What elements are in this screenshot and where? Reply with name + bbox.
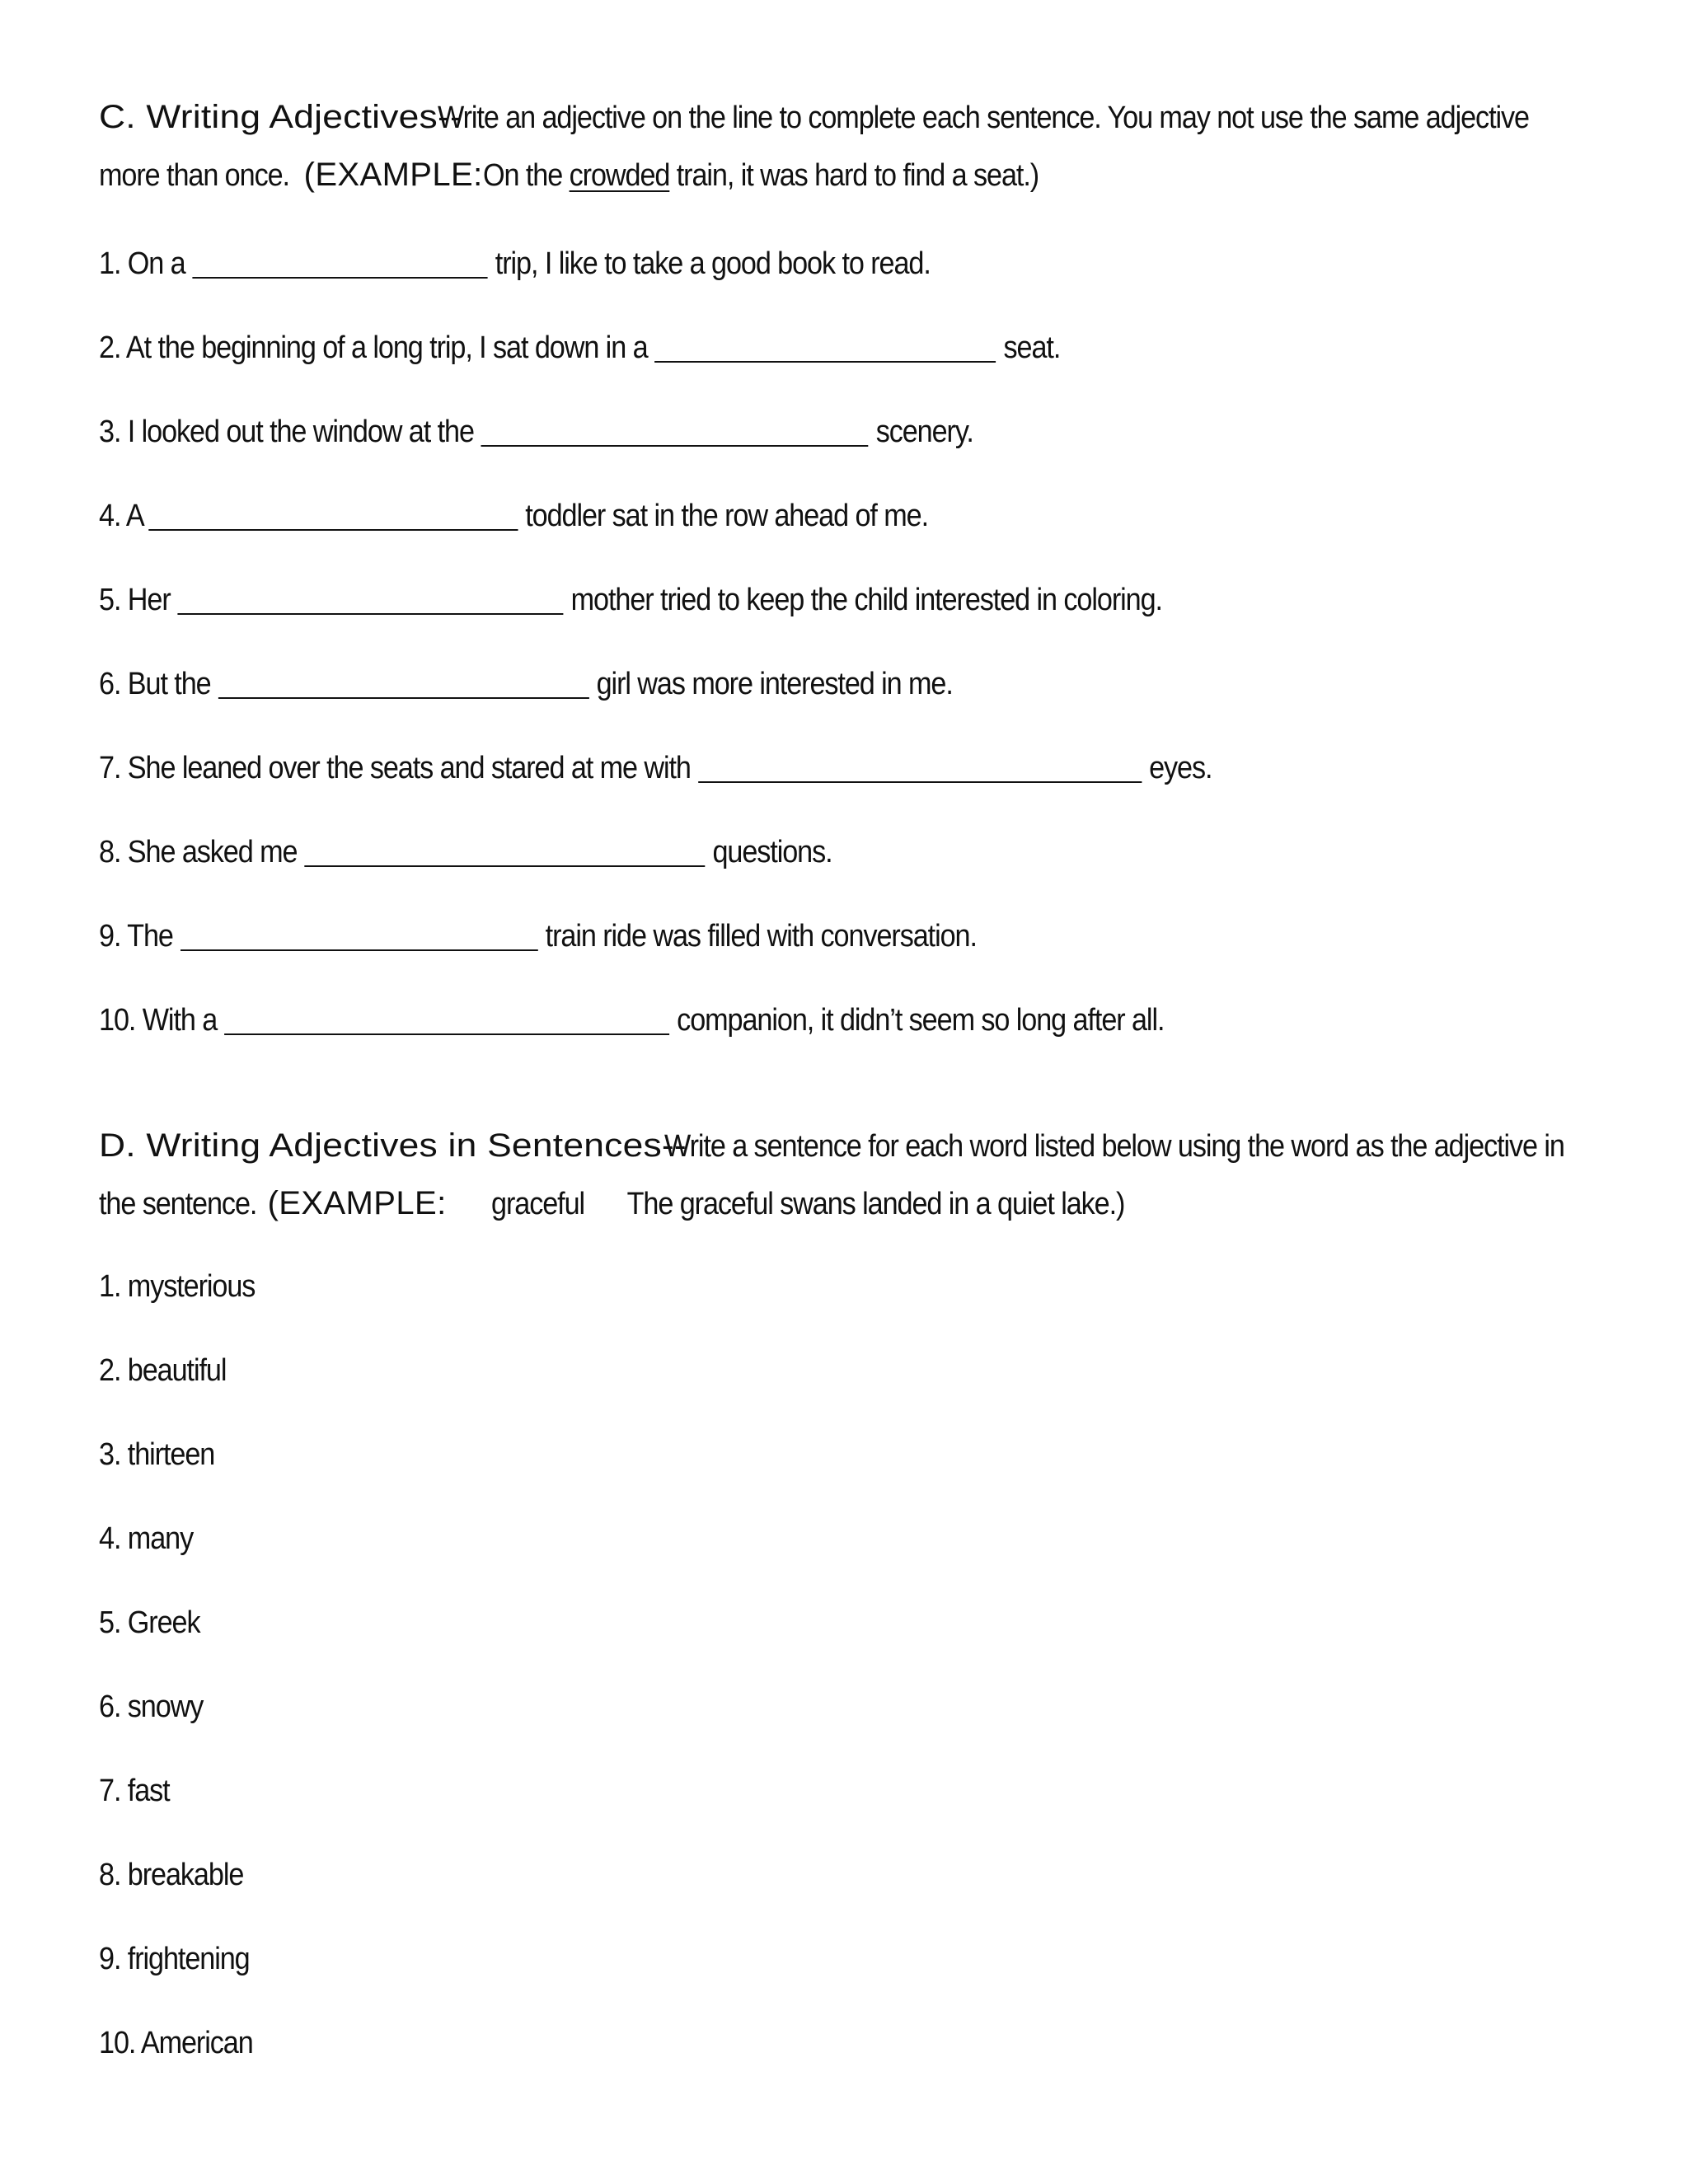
section-d-label: D. Writing Adjectives in Sentences-- xyxy=(99,1127,687,1164)
word-item-text: 6. snowy xyxy=(99,1690,204,1724)
item-text-after: questions. xyxy=(712,835,832,869)
item-text-after: seat. xyxy=(1003,330,1061,365)
item-text-after: train ride was filled with conversation. xyxy=(545,919,977,954)
list-item xyxy=(99,663,1048,700)
section-d-example-sentence xyxy=(594,1188,1124,1220)
word-item xyxy=(99,1439,227,1470)
item-text-before: 5. Her xyxy=(99,583,171,617)
word-item xyxy=(99,1355,241,1386)
item-text-before: 10. With a xyxy=(99,1003,218,1038)
answer-blank[interactable] xyxy=(304,836,705,867)
section-c-example-post: train, it was hard to find a seat.) xyxy=(668,158,1039,193)
section-c-example-label: (EXAMPLE: xyxy=(303,157,483,193)
word-item xyxy=(99,1691,214,1722)
word-item-text: 3. thirteen xyxy=(99,1437,215,1472)
word-item-text: 8. breakable xyxy=(99,1858,244,1892)
word-item xyxy=(99,1943,266,1975)
item-text-after: trip, I like to take a good book to read. xyxy=(495,246,931,281)
item-text-before: 2. At the beginning of a long trip, I sat down in a xyxy=(99,330,648,365)
word-item xyxy=(99,1271,272,1302)
section-c-instructions: Write an adjective on the line to complete each sentence. You may not use the same adjective xyxy=(438,101,1530,135)
answer-blank[interactable] xyxy=(178,583,564,615)
section-c-label: C. Writing Adjectives-- xyxy=(99,99,462,135)
section-c-heading xyxy=(99,101,1650,134)
word-item xyxy=(99,1859,260,1891)
list-item xyxy=(99,831,913,868)
item-text-before: 6. But the xyxy=(99,667,211,701)
item-text-before: 9. The xyxy=(99,919,173,954)
list-item xyxy=(99,494,1020,532)
word-item-text: 4. many xyxy=(99,1521,194,1556)
item-text-after: scenery. xyxy=(875,415,973,449)
section-d-example-label: (EXAMPLE: xyxy=(267,1185,447,1221)
section-d-instructions-line2 xyxy=(99,1187,1184,1220)
section-d-instructions: Write a sentence for each word listed below using the word as the adjective in xyxy=(664,1129,1565,1164)
word-item-text: 9. frightening xyxy=(99,1942,250,1976)
section-d-instructions-cont: the sentence. xyxy=(99,1187,257,1221)
word-item xyxy=(99,2027,270,2059)
item-text-after: mother tried to keep the child interested in coloring. xyxy=(570,583,1162,617)
word-item xyxy=(99,1607,211,1638)
word-item-text: 2. beautiful xyxy=(99,1353,227,1388)
list-item xyxy=(99,999,1282,1036)
answer-blank[interactable] xyxy=(655,331,996,363)
item-text-after: companion, it didn’t seem so long after all. xyxy=(677,1003,1165,1038)
answer-blank[interactable] xyxy=(193,247,488,279)
word-item xyxy=(99,1523,204,1554)
answer-blank[interactable] xyxy=(181,920,538,951)
word-item-text: 1. mysterious xyxy=(99,1269,256,1304)
list-item xyxy=(99,747,1335,784)
section-c-example xyxy=(483,160,1039,191)
section-d-example-text: The graceful swans landed in a quiet lake.) xyxy=(626,1187,1125,1221)
item-text-before: 7. She leaned over the seats and stared at me with xyxy=(99,751,691,785)
item-text-before: 1. On a xyxy=(99,246,185,281)
list-item xyxy=(99,410,1071,448)
section-d-heading xyxy=(99,1129,1664,1162)
section-c-example-word: crowded xyxy=(569,158,669,193)
answer-blank[interactable] xyxy=(698,752,1142,783)
item-text-before: 8. She asked me xyxy=(99,835,298,869)
section-d-example-word: graceful xyxy=(490,1187,584,1221)
item-text-before: 3. I looked out the window at the xyxy=(99,415,474,449)
answer-blank[interactable] xyxy=(481,415,869,447)
word-item-text: 7. fast xyxy=(99,1774,170,1808)
word-item xyxy=(99,1775,177,1807)
section-c-instructions-line2 xyxy=(99,158,1100,191)
answer-blank[interactable] xyxy=(148,499,518,531)
item-text-after: eyes. xyxy=(1149,751,1212,785)
word-item-text: 5. Greek xyxy=(99,1605,200,1640)
answer-blank[interactable] xyxy=(218,668,589,699)
list-item xyxy=(99,579,1280,616)
section-c-example-pre: On the xyxy=(482,158,570,193)
item-text-before: 4. A xyxy=(99,499,144,533)
answer-blank[interactable] xyxy=(224,1004,669,1035)
item-text-after: girl was more interested in me. xyxy=(596,667,953,701)
word-item-text: 10. American xyxy=(99,2026,253,2060)
item-text-after: toddler sat in the row ahead of me. xyxy=(525,499,929,533)
section-c-instructions-cont: more than once. xyxy=(99,158,289,193)
list-item xyxy=(99,326,1167,363)
list-item xyxy=(99,915,1074,952)
list-item xyxy=(99,242,1023,279)
